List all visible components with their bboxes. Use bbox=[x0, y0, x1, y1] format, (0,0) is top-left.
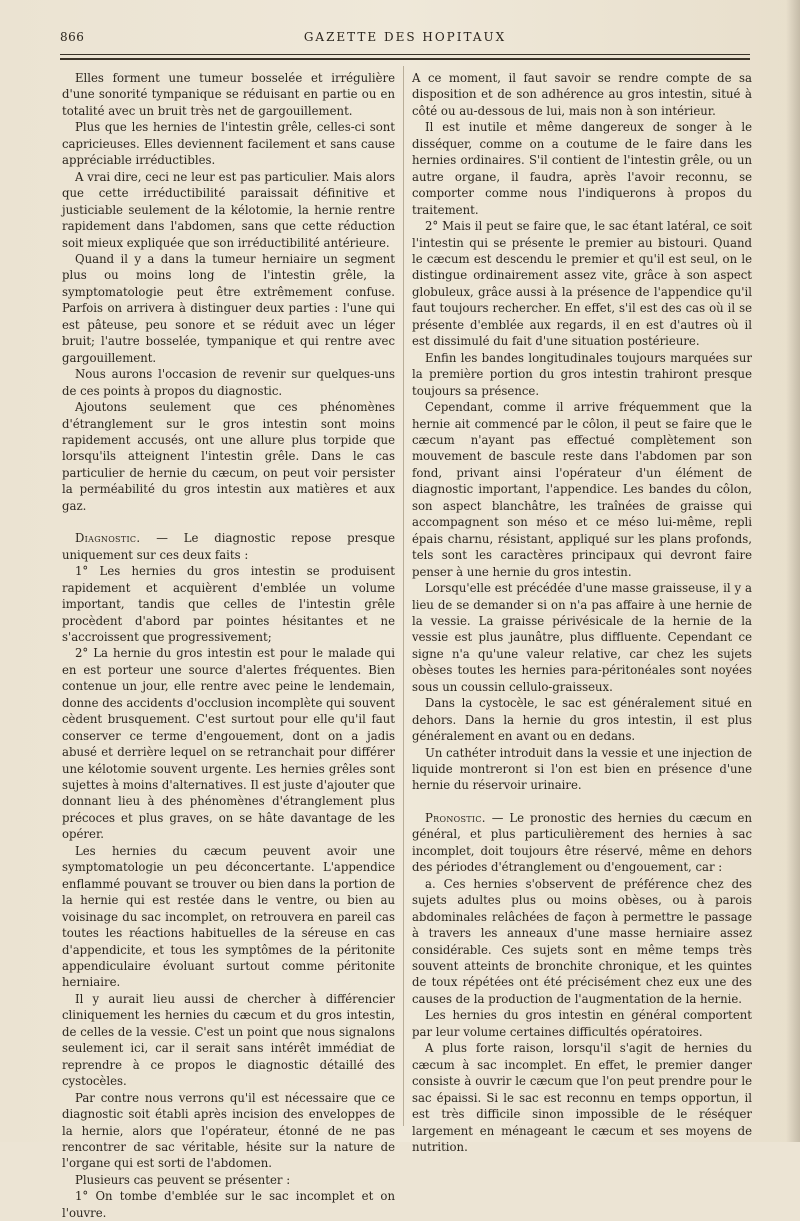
paragraph-text: Les hernies du gros intestin en général comportent par leur volume certaines difficultés opératoires. bbox=[412, 1008, 752, 1039]
paragraph-text: A vrai dire, ceci ne leur est pas particulier. Mais alors que cette irréductibilité paraissait définitive et justiciable seulement de la kélotomie, la hernie rentre rapidement dans l'abdomen, sans que cette réduction soit mieux expliquée que son irréductibilité antérieure. bbox=[62, 169, 395, 250]
paragraph-text: 1° Les hernies du gros intestin se produisent rapidement et acquièrent d'emblée un volume important, tandis que celles de l'intestin grêle procèdent d'abord par pointes hésitantes et ne s'accroissent que progressivement; bbox=[62, 564, 395, 644]
paragraph bbox=[62, 399, 395, 514]
paragraph bbox=[412, 218, 752, 350]
paragraph bbox=[62, 119, 395, 168]
paragraph bbox=[412, 1040, 752, 1155]
paragraph bbox=[412, 399, 752, 580]
paragraph-text: Il y aurait lieu aussi de chercher à différencier cliniquement les hernies du cæcum et du gros intestin, de celles de la vessie. C'est un point que nous signalons seulement ici, car il serait sans intérêt immédiat de reprendre à ce propos le diagnostic détaillé des cystocèles. bbox=[62, 991, 395, 1089]
paragraph-text: Les hernies du cæcum peuvent avoir une symptomatologie un peu déconcertante. L'appendice enflammé pouvant se trouver ou bien dans la portion de la hernie qui est restée dans le ventre, ou bien au voisinage du sac incomplet, on retrouvera en pareil cas toutes les réactions habituelles de la séreuse en cas d'appendicite, et tous les symptômes de la péritonite appendiculaire évoluant surtout comme péritonite herniaire. bbox=[62, 843, 395, 990]
paragraph bbox=[62, 563, 395, 645]
paragraph-text: 2° La hernie du gros intestin est pour le malade qui en est porteur une source d'alertes fréquentes. Bien contenue un jour, elle rentre avec peine le lendemain, donne des accidents d'occlusion incomplète qui souvent cèdent brusquement. C'est surtout pour elle qu'il faut conserver ce terme d'engouement, dont on a jadis abusé et derrière lequel on se retranchait pour différer une kélotomie souvent urgente. Les hernies grêles sont sujettes à moins d'alternatives. Il est juste d'ajouter que donnant lieu à des phénomènes d'étranglement plus précoces et plus graves, on se hâte davantage de les opérer. bbox=[62, 646, 395, 842]
paragraph-text: 1° On tombe d'emblée sur le sac incomplet et on l'ouvre. bbox=[62, 1189, 395, 1220]
paragraph bbox=[62, 530, 395, 563]
paragraph-text: Ajoutons seulement que ces phénomènes d'étranglement sur le gros intestin sont moins rapidement accusés, ont une allure plus torpide que lorsqu'ils atteignent l'intestin grêle. Dans le cas particulier de hernie du cæcum, on peut voir persister la perméabilité du gros intestin aux matières et aux gaz. bbox=[62, 400, 395, 513]
paragraph bbox=[412, 580, 752, 695]
paragraph bbox=[62, 843, 395, 991]
paragraph-text: 2° Mais il peut se faire que, le sac étant latéral, ce soit l'intestin qui se présente le premier au bistouri. Quand le cæcum est descendu le premier et qu'il est seul, on le distingue ordinairement assez vite, grâce à son aspect globuleux, grâce aussi à la présence de l'appendice qu'il faut toujours rechercher. En effet, s'il est des cas où il se présente d'emblée aux regards, il en est d'autres où il est dissimulé du fait d'une situation postérieure. bbox=[412, 219, 752, 349]
paragraph bbox=[62, 1090, 395, 1172]
paragraph bbox=[62, 1172, 395, 1188]
section-heading: Diagnostic. bbox=[75, 531, 141, 546]
paragraph bbox=[62, 70, 395, 119]
paragraph-text: Quand il y a dans la tumeur herniaire un segment plus ou moins long de l'intestin grêle, la symptomatologie peut être extrêmement confuse. Parfois on arrivera à distinguer deux parties : l'une qui est pâteuse, peu sonore et se réduit avec un léger bruit; l'autre bosselée, tympanique et qui rentre avec gargouillement. bbox=[62, 251, 395, 365]
journal-title: GAZETTE DES HOPITAUX bbox=[303, 30, 507, 44]
header-rule-thick bbox=[60, 58, 750, 60]
paragraph bbox=[412, 695, 752, 744]
paragraph-text: Dans la cystocèle, le sac est généralement situé en dehors. Dans la hernie du gros intestin, il est plus généralement en avant ou en dedans. bbox=[412, 696, 752, 744]
paragraph-text: Nous aurons l'occasion de revenir sur quelques-uns de ces points à propos du diagnostic. bbox=[62, 367, 395, 398]
column-divider bbox=[403, 66, 404, 1126]
paragraph bbox=[412, 745, 752, 794]
paragraph bbox=[62, 645, 395, 842]
paragraph bbox=[412, 876, 752, 1008]
paragraph bbox=[412, 810, 752, 876]
left-text-column bbox=[62, 70, 395, 1221]
paragraph-text: a. Ces hernies s'observent de préférence chez des sujets adultes plus ou moins obèses, ou à parois abdominales relâchées de façon à permettre le passage à travers les anneaux d'une masse herniaire assez considérable. Ces sujets sont en même temps très souvent atteints de bronchite chronique, et les quintes de toux répétées ont été précisément chez eux une des causes de la production de l'augmentation de la hernie. bbox=[412, 876, 752, 1006]
header-rule-thin bbox=[60, 54, 750, 55]
paragraph-text: Par contre nous verrons qu'il est nécessaire que ce diagnostic soit établi après incision des enveloppes de la hernie, alors que l'opérateur, étonné de ne pas rencontrer de sac véritable, hésite sur la nature de l'organe qui est sorti de l'abdomen. bbox=[62, 1090, 395, 1171]
paragraph-text: A plus forte raison, lorsqu'il s'agit de hernies du cæcum à sac incomplet. En effet, le premier danger consiste à ouvrir le cæcum que l'on peut prendre pour le sac épaissi. Si le sac est reconnu en temps opportun, il est très difficile sinon impossible de le réséquer largement en ménageant le cæcum et ses moyens de nutrition. bbox=[412, 1041, 752, 1154]
paragraph-text: Cependant, comme il arrive fréquemment que la hernie ait commencé par le côlon, il peut se faire que le cæcum n'ayant pas effectué complètement son mouvement de bascule reste dans l'abdomen par son fond, privant ainsi l'opérateur d'un élément de diagnostic important, l'appendice. Les bandes du côlon, son aspect blanchâtre, les traînées de graisse qui accompagnent son méso et ce méso lui-même, repli épais charnu, résistant, appliqué sur les plans profonds, tels sont les caractères principaux qui devront faire penser à une hernie du gros intestin. bbox=[412, 400, 752, 579]
paragraph-text: Plusieurs cas peuvent se présenter : bbox=[75, 1172, 291, 1187]
paragraph-text: Lorsqu'elle est précédée d'une masse graisseuse, il y a lieu de se demander si on n'a pas affaire à une hernie de la vessie. La graisse périvésicale de la hernie de la vessie est plus jaunâtre, plus diffluente. Cependant ce signe n'a qu'une valeur relative, car chez les sujets obèses toutes les hernies para-péritonéales sont noyées sous un coussin cellulo-graisseux. bbox=[412, 581, 752, 694]
paragraph-text: A ce moment, il faut savoir se rendre compte de sa disposition et de son adhérence au gros intestin, situé à côté ou au-dessous de lui, mais non à son intérieur. bbox=[412, 71, 752, 118]
paragraph bbox=[412, 70, 752, 119]
paragraph bbox=[62, 366, 395, 399]
paragraph bbox=[412, 350, 752, 399]
paragraph-text: Elles forment une tumeur bosselée et irrégulière d'une sonorité tympanique se réduisant en partie ou en totalité avec un bruit très net de gargouillement. bbox=[62, 71, 395, 118]
paragraph bbox=[62, 251, 395, 366]
paragraph-text: Il est inutile et même dangereux de songer à le disséquer, comme on a coutume de le faire dans les hernies ordinaires. S'il contient de l'intestin grêle, ou un autre organe, il faudra, après l'avoir reconnu, se comporter comme nous l'indiquerons à propos du traitement. bbox=[412, 120, 752, 217]
paragraph-text: Un cathéter introduit dans la vessie et une injection de liquide montreront si l'on est bien en présence d'une hernie du réservoir urinaire. bbox=[412, 745, 752, 793]
paragraph bbox=[62, 991, 395, 1090]
page-edge-shadow bbox=[786, 0, 800, 1142]
paragraph-text: Plus que les hernies de l'intestin grêle, celles-ci sont capricieuses. Elles deviennent facilement et sans cause appréciable irréductibles. bbox=[62, 120, 395, 168]
page-number: 866 bbox=[60, 30, 85, 44]
section-heading: Pronostic. bbox=[425, 810, 486, 825]
paragraph-text: — Le diagnostic repose presque uniquement sur ces deux faits : bbox=[62, 531, 395, 562]
paragraph bbox=[62, 169, 395, 251]
paragraph-text: Enfin les bandes longitudinales toujours marquées sur la première portion du gros intestin trahiront presque toujours sa présence. bbox=[412, 350, 752, 398]
page-header bbox=[60, 30, 750, 50]
paragraph bbox=[62, 1188, 395, 1221]
right-text-column bbox=[412, 70, 752, 1155]
paragraph bbox=[412, 119, 752, 218]
paragraph-text: — Le pronostic des hernies du cæcum en général, et plus particulièrement des hernies à sac incomplet, doit toujours être réservé, même en dehors des périodes d'étranglement ou d'engouement, car : bbox=[412, 810, 752, 875]
paragraph bbox=[412, 1007, 752, 1040]
